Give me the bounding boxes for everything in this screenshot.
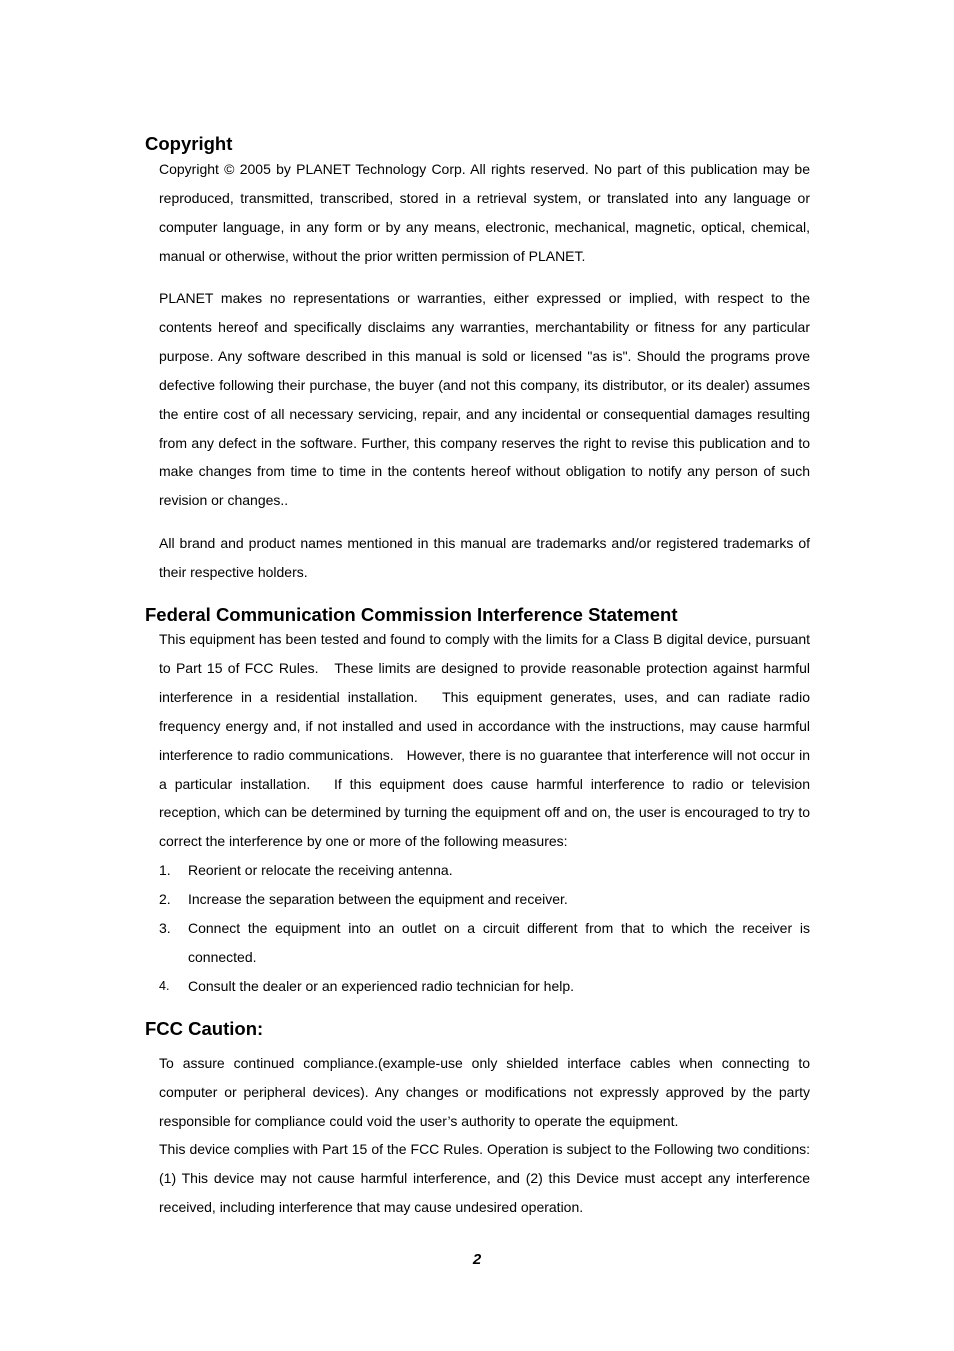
copyright-paragraph-3: All brand and product names mentioned in this manual are trademarks and/or registered trademarks of their respective holders. <box>159 535 810 580</box>
fcc-caution-paragraph-1: To assure continued compliance.(example-use only shielded interface cables when connecting to computer or peripheral devices). Any changes or modifications not expressly approved by the party responsible for compliance could void the user’s authority to operate the equipment. <box>159 1055 810 1129</box>
fcc-measures-list <box>159 856 810 1001</box>
fcc-statement-heading: Federal Communication Commission Interference Statement <box>145 604 678 625</box>
list-item-number: 1. <box>159 862 171 878</box>
list-item <box>159 856 810 885</box>
list-item <box>159 914 810 972</box>
list-item-number: 4. <box>159 978 170 993</box>
list-item-number: 2. <box>159 890 171 907</box>
list-item-text: Consult the dealer or an experienced radio technician for help. <box>188 977 575 994</box>
fcc-statement-paragraph: This equipment has been tested and found to comply with the limits for a Class B digital device, pursuant to Part 15 of FCC Rules. These limits are designed to provide reasonable protection against harmful interference in a residential installation. This equipment generates, uses, and can radiate radio frequency energy and, if not installed and used in accordance with the instructions, may cause harmful interference to radio communications. However, there is no guarantee that interference will not occur in a particular installation. If this equipment does cause harmful interference to radio or television reception, which can be determined by turning the equipment off and on, the user is encouraged to try to correct the interference by one or more of the following measures: <box>159 631 810 850</box>
page-number: 2 <box>472 1251 482 1268</box>
list-item <box>159 972 810 1001</box>
fcc-caution-paragraph-2: This device complies with Part 15 of the FCC Rules. Operation is subject to the Following two conditions: (1) This device may not cause harmful interference, and (2) this Device must accept any interference received, including interference that may cause undesired operation. <box>159 1141 810 1215</box>
fcc-caution-heading: FCC Caution: <box>145 1018 264 1039</box>
copyright-heading: Copyright <box>145 133 233 154</box>
list-item-text: Increase the separation between the equipment and receiver. <box>188 890 568 907</box>
copyright-paragraph-2: PLANET makes no representations or warranties, either expressed or implied, with respect to the contents hereof and specifically disclaims any warranties, merchantability or fitness for any particular purpose. Any software described in this manual is sold or licensed "as is". Should the programs prove defective following their purchase, the buyer (and not this company, its distributor, or its dealer) assumes the entire cost of all necessary servicing, repair, and any incidental or consequential damages resulting from any defect in the software. Further, this company reserves the right to revise this publication and to make changes from time to time in the contents hereof without obligation to notify any person of such revision or changes.. <box>159 290 810 509</box>
list-item-text: Connect the equipment into an outlet on a circuit different from that to which the receiver is connected. <box>188 919 810 965</box>
copyright-paragraph-1: Copyright © 2005 by PLANET Technology Corp. All rights reserved. No part of this publication may be reproduced, transmitted, transcribed, stored in a retrieval system, or translated into any language or computer language, in any form or by any means, electronic, mechanical, magnetic, optical, chemical, manual or otherwise, without the prior written permission of PLANET. <box>159 161 810 264</box>
list-item <box>159 885 810 914</box>
list-item-text: Reorient or relocate the receiving antenna. <box>188 862 453 878</box>
list-item-number: 3. <box>159 919 171 936</box>
